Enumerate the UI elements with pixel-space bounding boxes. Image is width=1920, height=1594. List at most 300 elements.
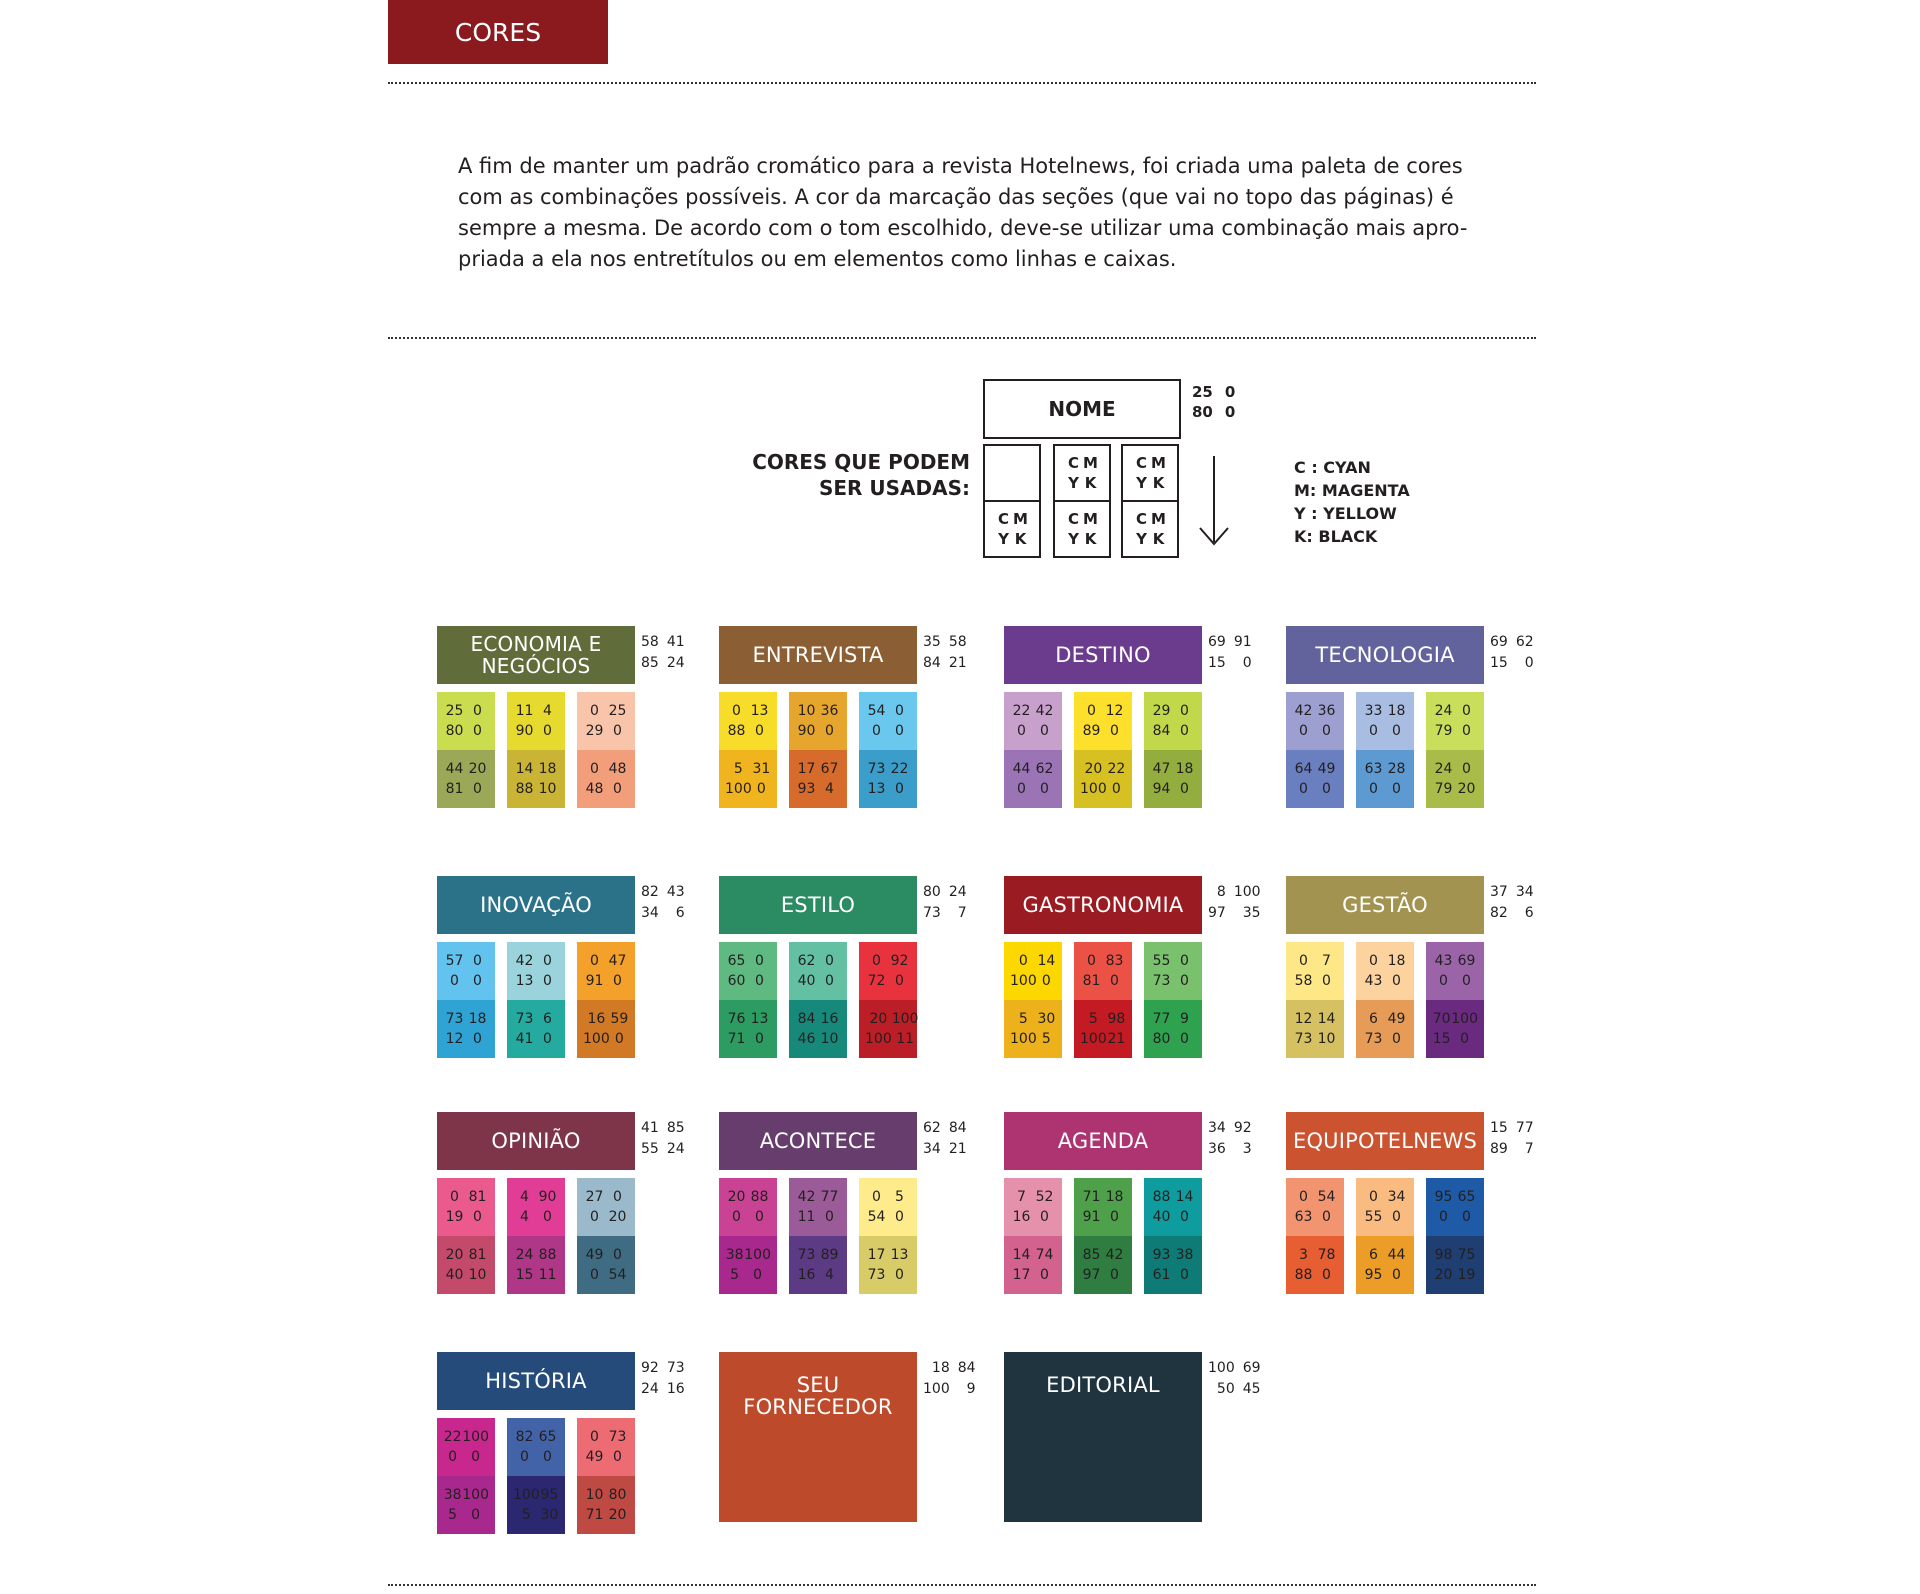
section-block [437,626,707,826]
cmyk-value: 100 [1010,1031,1037,1047]
color-swatch-bottom [1004,750,1062,808]
cmyk-value: 0 [756,781,766,797]
cmyk-value: 100 [1208,1360,1235,1376]
cmyk-value: 42 [1294,703,1313,719]
section-cmyk-code [923,1118,967,1160]
cmyk-value: 65 [727,953,746,969]
cmyk-value: 12 [1105,703,1124,719]
cmyk-value: 0 [471,1449,481,1465]
section-block [437,876,707,1076]
cmyk-value: 100 [1080,781,1107,797]
color-swatch-bottom [1356,1236,1414,1294]
cmyk-value: 98 [1434,1247,1453,1263]
cmyk-value: 100 [1010,973,1037,989]
cmyk-value: 61 [1152,1267,1171,1283]
cmyk-value: 72 [867,973,886,989]
section-header: DESTINO [1004,626,1202,684]
cmyk-value: 5 [1018,1011,1028,1027]
cmyk-value: 8 [1216,884,1226,900]
cmyk-value: 20 [727,1189,746,1205]
cmyk-value: 65 [1457,1189,1476,1205]
cmyk-value: 22 [1012,703,1031,719]
cmyk-value: 50 [1216,1381,1235,1397]
cmyk-value: 9 [1180,1011,1189,1027]
legend-name-box [983,379,1181,439]
cmyk-value: 0 [1369,723,1378,739]
cmyk-value: 6 [543,1011,552,1027]
cmyk-value: 91 [585,973,604,989]
cmyk-value: 0 [473,781,482,797]
cmyk-value: 0 [872,953,881,969]
palette-column [1004,942,1062,1058]
cmyk-value: 10 [585,1487,604,1503]
cmyk-value: 0 [755,1209,764,1225]
cmyk-value: 11 [896,1031,915,1047]
cmyk-value: 81 [445,781,464,797]
cmyk-value: 84 [957,1360,976,1376]
cmyk-value: 88 [1294,1267,1313,1283]
cmyk-value: 18 [1387,953,1406,969]
cmyk-value: 0 [895,723,904,739]
cmyk-value: 0 [872,1189,881,1205]
cmyk-value: 19 [1457,1267,1476,1283]
section-cmyk-code [923,632,967,674]
cmyk-letter: Y [1136,474,1147,492]
color-swatch-top [1004,1178,1062,1236]
cmyk-value: 0 [590,761,599,777]
color-swatch-bottom [859,1236,917,1294]
cmyk-value: 65 [538,1429,557,1445]
color-swatch-bottom [859,1000,917,1058]
cmyk-value: 0 [1392,973,1401,989]
cmyk-key-line: Y : YELLOW [1294,504,1397,523]
cmyk-value: 0 [895,703,904,719]
cmyk-value: 81 [1082,973,1101,989]
legend-code-value: 80 [1192,403,1213,421]
cmyk-value: 20 [1457,781,1476,797]
cmyk-letter: C [1067,510,1079,528]
color-swatch-top [437,1418,495,1476]
cmyk-value: 73 [1364,1031,1383,1047]
cmyk-value: 48 [585,781,604,797]
color-swatch-bottom [789,1000,847,1058]
cmyk-value: 100 [462,1429,489,1445]
color-swatch-top [1426,942,1484,1000]
cmyk-value: 20 [608,1507,627,1523]
color-swatch-top [719,692,777,750]
cmyk-value: 11 [797,1209,816,1225]
cmyk-value: 43 [1364,973,1383,989]
color-swatch-bottom [1074,750,1132,808]
color-swatch-bottom [437,1476,495,1534]
cmyk-value: 34 [1387,1189,1406,1205]
cmyk-value: 0 [543,1449,552,1465]
cmyk-value: 27 [585,1189,604,1205]
cmyk-value: 41 [515,1031,534,1047]
section-cmyk-code [1490,882,1534,924]
cmyk-value: 81 [468,1189,487,1205]
cmyk-value: 7 [1017,1189,1026,1205]
cmyk-value: 0 [1040,1209,1049,1225]
legend-cmyk-box [1053,500,1111,558]
cmyk-value: 0 [1462,973,1471,989]
cmyk-value: 80 [445,723,464,739]
cmyk-value: 0 [1460,1031,1470,1047]
cmyk-letter: C [1135,454,1147,472]
intro-line: sempre a mesma. De acordo com o tom escolhido, deve-se utilizar uma combinação mais apro- [458,216,1468,240]
cmyk-value: 47 [1152,761,1171,777]
cmyk-value: 73 [445,1011,464,1027]
palette-column [1074,692,1132,808]
cmyk-value: 6 [1369,1247,1378,1263]
color-swatch-bottom [437,750,495,808]
cmyk-value: 42 [1105,1247,1124,1263]
cmyk-value: 44 [1012,761,1031,777]
palette-column [789,1178,847,1294]
cmyk-value: 21 [948,655,967,671]
color-swatch-bottom [859,750,917,808]
section-block [437,1352,707,1552]
cmyk-value: 0 [613,1189,622,1205]
section-header: TECNOLOGIA [1286,626,1484,684]
cmyk-value: 89 [1082,723,1101,739]
section-header: GESTÃO [1286,876,1484,934]
cmyk-value: 90 [797,723,816,739]
cmyk-letter: Y [1136,530,1147,548]
section-header: INOVAÇÃO [437,876,635,934]
section-cmyk-code [1208,1358,1261,1400]
cmyk-value: 0 [1462,703,1471,719]
cmyk-value: 100 [513,1487,540,1503]
cmyk-value: 44 [1387,1247,1406,1263]
cmyk-value: 0 [1392,1209,1401,1225]
cmyk-value: 14 [1175,1189,1194,1205]
cmyk-value: 0 [1322,1267,1331,1283]
palette-column [1426,942,1484,1058]
palette-column [789,692,847,808]
color-swatch-top [1004,692,1062,750]
cmyk-value: 49 [585,1449,604,1465]
cmyk-value: 77 [1515,1120,1534,1136]
cmyk-value: 89 [820,1247,839,1263]
color-swatch-bottom [1426,1236,1484,1294]
cmyk-value: 62 [1515,634,1534,650]
cmyk-value: 15 [1432,1031,1451,1047]
cmyk-value: 0 [895,1209,904,1225]
cmyk-value: 49 [585,1247,604,1263]
cmyk-value: 29 [585,723,604,739]
cmyk-letter: K [1084,474,1097,492]
cmyk-value: 0 [872,723,881,739]
section-block [1004,876,1274,1076]
palette-column [507,1418,565,1534]
color-swatch-top [1356,942,1414,1000]
section-header: EQUIPOTELNEWS [1286,1112,1484,1170]
cmyk-value: 0 [1180,1031,1189,1047]
cmyk-value: 0 [755,1031,764,1047]
cmyk-value: 41 [666,634,685,650]
color-swatch-bottom [789,1236,847,1294]
cmyk-value: 98 [1107,1011,1126,1027]
cmyk-value: 30 [540,1507,559,1523]
cmyk-value: 4 [543,703,552,719]
cmyk-value: 80 [923,884,941,900]
cmyk-value: 54 [867,703,886,719]
section-header: SEU FORNECEDOR [719,1352,917,1522]
cmyk-value: 0 [590,953,599,969]
cmyk-value: 0 [1369,953,1378,969]
section-block [1004,1112,1274,1312]
cmyk-value: 11 [515,703,534,719]
cmyk-value: 69 [1208,634,1226,650]
palette-column [437,942,495,1058]
cmyk-value: 0 [1041,973,1051,989]
color-swatch-bottom [1144,750,1202,808]
cmyk-value: 90 [538,1189,557,1205]
cmyk-letter: Y [1068,474,1079,492]
cmyk-value: 10 [797,703,816,719]
cmyk-value: 0 [1111,781,1121,797]
cmyk-value: 5 [1088,1011,1098,1027]
cmyk-value: 0 [895,973,904,989]
cmyk-value: 0 [448,1449,458,1465]
cmyk-value: 55 [1364,1209,1383,1225]
color-swatch-top [507,942,565,1000]
color-swatch-top [507,1178,565,1236]
cmyk-value: 0 [1242,655,1252,671]
cmyk-value: 0 [1322,973,1331,989]
color-swatch-top [789,692,847,750]
palette-column [859,1178,917,1294]
intro-line: priada a ela nos entretítulos ou em elementos como linhas e caixas. [458,247,1177,271]
cmyk-value: 73 [1152,973,1171,989]
cmyk-value: 82 [515,1429,534,1445]
cmyk-value: 42 [1035,703,1054,719]
cmyk-value: 42 [515,953,534,969]
cmyk-value: 93 [797,781,816,797]
cmyk-value: 24 [666,1141,685,1157]
cmyk-value: 29 [1152,703,1171,719]
cmyk-value: 0 [1462,761,1471,777]
cmyk-value: 7 [957,905,967,921]
cmyk-value: 20 [1084,761,1103,777]
cmyk-key-line: M: MAGENTA [1294,481,1410,500]
cmyk-value: 0 [1180,1209,1189,1225]
cmyk-value: 5 [521,1507,531,1523]
cmyk-value: 38 [443,1487,462,1503]
section-header: HISTÓRIA [437,1352,635,1410]
cmyk-value: 12 [1294,1011,1313,1027]
cmyk-value: 0 [543,1209,552,1225]
palette-column [1004,692,1062,808]
cmyk-value: 16 [797,1267,816,1283]
color-swatch-bottom [719,1000,777,1058]
cmyk-value: 43 [1434,953,1453,969]
color-swatch-top [719,942,777,1000]
cmyk-value: 88 [1152,1189,1171,1205]
cmyk-value: 18 [1175,761,1194,777]
cmyk-value: 83 [1105,953,1124,969]
cmyk-value: 0 [895,781,904,797]
cmyk-value: 55 [641,1141,659,1157]
cmyk-value: 3 [1242,1141,1252,1157]
legend-name-label: NOME [1048,397,1116,421]
cmyk-value: 0 [1462,723,1471,739]
cmyk-value: 91 [1233,634,1252,650]
cmyk-value: 100 [744,1247,771,1263]
cmyk-value: 34 [923,1141,941,1157]
cmyk-key-line: C : CYAN [1294,458,1371,477]
cmyk-value: 73 [1294,1031,1313,1047]
cmyk-value: 9 [966,1381,976,1397]
cmyk-value: 0 [755,973,764,989]
section-block [1286,626,1556,826]
cmyk-value: 18 [1387,703,1406,719]
cmyk-value: 85 [641,655,659,671]
cmyk-value: 78 [1317,1247,1336,1263]
cmyk-value: 55 [1152,953,1171,969]
color-swatch-top [1426,1178,1484,1236]
cmyk-value: 0 [1180,723,1189,739]
cmyk-letter: M [1083,454,1098,472]
cmyk-value: 0 [473,723,482,739]
cmyk-value: 42 [797,1189,816,1205]
palette-column [1074,942,1132,1058]
palette-column [719,692,777,808]
color-swatch-top [1286,692,1344,750]
cmyk-value: 57 [445,953,464,969]
cmyk-value: 0 [1110,1267,1119,1283]
cmyk-value: 18 [538,761,557,777]
cmyk-value: 16 [666,1381,685,1397]
cmyk-value: 0 [732,1209,741,1225]
color-swatch-top [1144,1178,1202,1236]
cmyk-value: 73 [797,1247,816,1263]
cmyk-value: 62 [1035,761,1054,777]
cmyk-value: 69 [1242,1360,1261,1376]
cmyk-value: 100 [725,781,752,797]
color-swatch-top [789,942,847,1000]
cmyk-value: 34 [641,905,659,921]
cmyk-value: 10 [820,1031,839,1047]
cmyk-letter: M [1013,510,1028,528]
palette-column [507,1178,565,1294]
cmyk-value: 80 [608,1487,627,1503]
cmyk-value: 20 [468,761,487,777]
cmyk-value: 0 [1110,1209,1119,1225]
cmyk-value: 36 [1208,1141,1226,1157]
palette-column [1074,1178,1132,1294]
cmyk-value: 77 [1152,1011,1171,1027]
color-swatch-top [1286,1178,1344,1236]
section-block [719,876,989,1076]
cmyk-value: 0 [1369,781,1378,797]
cmyk-value: 37 [1490,884,1508,900]
cmyk-value: 84 [797,1011,816,1027]
cmyk-value: 0 [1110,723,1119,739]
color-swatch-top [1356,692,1414,750]
color-swatch-top [577,1178,635,1236]
arrow-down-icon [1196,456,1232,548]
cmyk-value: 46 [797,1031,816,1047]
cmyk-value: 88 [515,781,534,797]
color-swatch-bottom [789,750,847,808]
cmyk-value: 40 [797,973,816,989]
palette-column [1426,1178,1484,1294]
cmyk-value: 0 [1392,781,1401,797]
color-swatch-top [1074,1178,1132,1236]
cmyk-value: 100 [923,1381,950,1397]
palette-column [1004,1178,1062,1294]
cmyk-value: 14 [1012,1247,1031,1263]
cmyk-value: 40 [445,1267,464,1283]
cmyk-value: 0 [825,1209,834,1225]
cmyk-value: 0 [1322,1209,1331,1225]
cmyk-value: 0 [590,1429,599,1445]
palette-column [507,942,565,1058]
cmyk-value: 11 [538,1267,557,1283]
section-block [1004,626,1274,826]
palette-column [1144,1178,1202,1294]
legend-cmyk-box [1121,500,1179,558]
section-block [719,1112,989,1312]
cmyk-value: 84 [948,1120,967,1136]
cmyk-letter: K [1152,530,1165,548]
cmyk-value: 24 [515,1247,534,1263]
cmyk-value: 10 [538,781,557,797]
section-cmyk-code [1208,882,1261,924]
cmyk-value: 16 [820,1011,839,1027]
cmyk-value: 60 [727,973,746,989]
cmyk-value: 17 [867,1247,886,1263]
cmyk-value: 0 [473,953,482,969]
cmyk-value: 92 [1233,1120,1252,1136]
cmyk-value: 89 [1490,1141,1508,1157]
cmyk-value: 73 [867,1267,886,1283]
cmyk-value: 0 [543,723,552,739]
cmyk-value: 0 [895,1267,904,1283]
cmyk-key [1294,456,1410,548]
cmyk-value: 17 [797,761,816,777]
cmyk-value: 15 [1208,655,1226,671]
cmyk-value: 0 [1180,1267,1189,1283]
palette-column [507,692,565,808]
cmyk-letter: K [1014,530,1027,548]
cmyk-value: 73 [923,905,941,921]
cmyk-value: 0 [825,723,834,739]
cmyk-value: 0 [1017,781,1026,797]
color-swatch-top [789,1178,847,1236]
cmyk-value: 7 [1524,1141,1534,1157]
cmyk-value: 13 [890,1247,909,1263]
legend-cmyk-box [1121,444,1179,502]
cmyk-value: 54 [1317,1189,1336,1205]
color-swatch-top [437,942,495,1000]
cmyk-value: 100 [462,1487,489,1503]
cmyk-letter: M [1151,454,1166,472]
cmyk-value: 82 [641,884,659,900]
cmyk-value: 24 [666,655,685,671]
cmyk-value: 81 [468,1247,487,1263]
cmyk-value: 45 [1242,1381,1261,1397]
color-swatch-bottom [719,750,777,808]
cmyk-value: 15 [1490,655,1508,671]
cmyk-value: 0 [473,1209,482,1225]
cmyk-value: 0 [1040,723,1049,739]
color-swatch-top [1144,692,1202,750]
cmyk-value: 18 [468,1011,487,1027]
cmyk-value: 34 [1515,884,1534,900]
